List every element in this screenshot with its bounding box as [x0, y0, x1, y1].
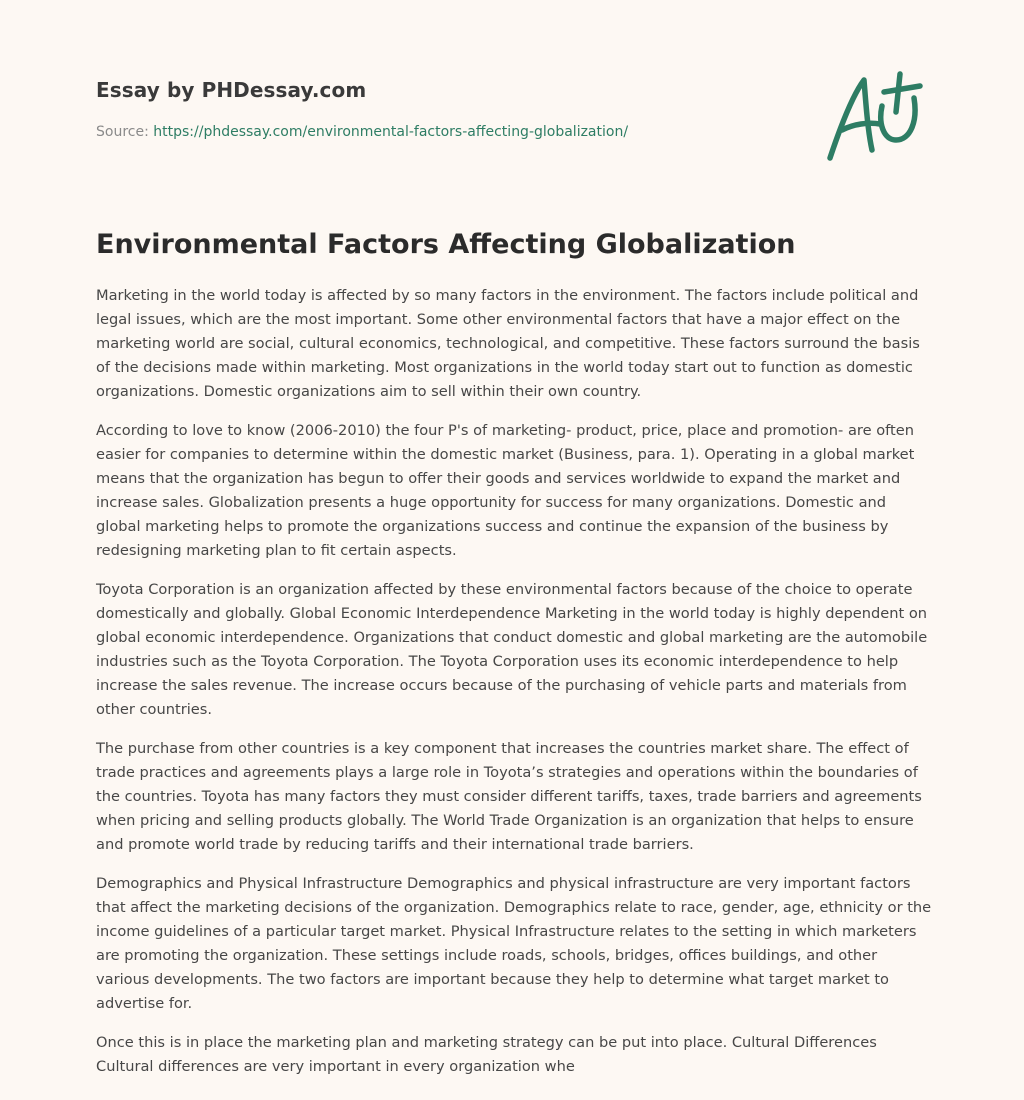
paragraph: Demographics and Physical Infrastructure Demographics and physical infrastructure are very important factors that affect the marketing decisions of the organization. Demographics relate to race, gender, age, ethnicity or the income guidelines of a particular target market. Physical Infrastructure relates to the setting in which marketers are promoting the organization. These settings include roads, schools, bridges, offices buildings, and other various developments. The two factors are important because they help to determine what target market to advertise for. [96, 875, 932, 1012]
page-header [96, 78, 796, 141]
article-title: Environmental Factors Affecting Globalization [96, 229, 796, 260]
paragraph: The purchase from other countries is a key component that increases the countries market share. The effect of trade practices and agreements plays a large role in Toyota’s strategies and operations within the boundaries of the countries. Toyota has many factors they must consider different tariffs, taxes, trade barriers and agreements when pricing and selling products globally. The World Trade Organization is an organization that helps to ensure and promote world trade by reducing tariffs and their international trade barriers. [96, 740, 922, 853]
paragraph: Once this is in place the marketing plan and marketing strategy can be put into place. Cultural Differences Cultural differences are very important in every organization whe [96, 1034, 877, 1075]
source-line [96, 123, 796, 141]
a-plus-logo-icon [820, 66, 930, 166]
brand-title: Essay by PHDessay.com [96, 78, 367, 102]
source-link[interactable]: https://phdessay.com/environmental-factors-affecting-globalization/ [153, 124, 629, 140]
source-label: Source: [96, 124, 154, 140]
paragraph: Marketing in the world today is affected by so many factors in the environment. The factors include political and legal issues, which are the most important. Some other environmental factors that have a major effect on the marketing world are social, cultural economics, technological, and competitive. These factors surround the basis of the decisions made within marketing. Most organizations in the world today start out to function as domestic organizations. Domestic organizations aim to sell within their own country. [96, 287, 920, 400]
a-plus-logo [820, 66, 930, 166]
paragraph: According to love to know (2006-2010) the four P's of marketing- product, price, place and promotion- are often easier for companies to determine within the domestic market (Business, para. 1). Operating in a global market means that the organization has begun to offer their goods and services worldwide to expand the market and increase sales. Globalization presents a huge opportunity for success for many organizations. Domestic and global marketing helps to promote the organizations success and continue the expansion of the business by redesigning marketing plan to fit certain aspects. [96, 422, 915, 559]
article-body [96, 284, 932, 1094]
paragraph: Toyota Corporation is an organization affected by these environmental factors because of the choice to operate domestically and globally. Global Economic Interdependence Marketing in the world today is highly dependent on global economic interdependence. Organizations that conduct domestic and global marketing are the automobile industries such as the Toyota Corporation. The Toyota Corporation uses its economic interdependence to help increase the sales revenue. The increase occurs because of the purchasing of vehicle parts and materials from other countries. [96, 581, 928, 718]
